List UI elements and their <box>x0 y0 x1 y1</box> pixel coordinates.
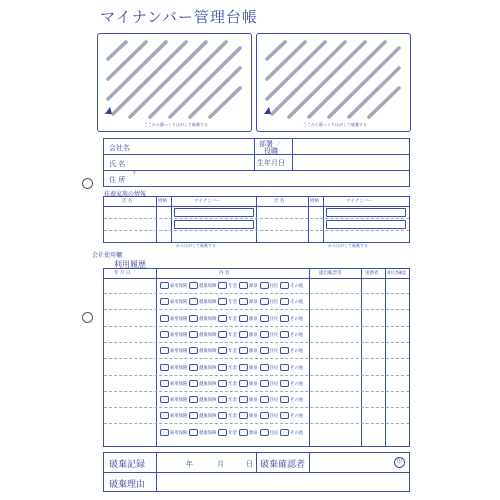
history-option[interactable] <box>280 298 303 305</box>
history-option[interactable] <box>160 347 187 354</box>
disposal-record-label: 破棄記録 <box>109 460 146 470</box>
history-option[interactable] <box>189 331 216 338</box>
checkbox-icon[interactable] <box>260 429 269 436</box>
history-option-label: 源泉 <box>248 316 258 322</box>
row-divider <box>104 342 409 343</box>
history-option[interactable] <box>239 282 258 289</box>
history-option-label: 源泉 <box>248 414 258 420</box>
history-option[interactable] <box>189 380 216 387</box>
history-option-label: 雇用保険 <box>170 332 188 338</box>
history-option[interactable] <box>239 315 258 322</box>
company-name-label: 会社名 <box>109 144 130 152</box>
slash-mark: ／ <box>276 142 281 147</box>
dep-mynumber-field <box>174 220 254 229</box>
history-option[interactable] <box>260 315 279 322</box>
history-handler-header: 実務者 <box>365 271 379 276</box>
usage-history-label: 利用履歴 <box>114 260 146 269</box>
history-option-row <box>160 412 305 419</box>
history-option-label: 源泉 <box>248 430 258 436</box>
mynumber-card-back-slot <box>256 33 411 132</box>
history-option-row <box>160 429 305 436</box>
checkbox-icon[interactable] <box>218 396 227 403</box>
history-option-label: 雇用保険 <box>170 414 188 420</box>
checkbox-icon[interactable] <box>160 298 169 305</box>
history-option-label: 雇用保険 <box>170 365 188 371</box>
row-divider <box>104 293 409 294</box>
checkbox-icon[interactable] <box>280 315 289 322</box>
checkbox-icon[interactable] <box>189 412 198 419</box>
checkbox-icon[interactable] <box>239 298 248 305</box>
history-option-label: その他 <box>290 381 304 387</box>
history-option[interactable] <box>160 429 187 436</box>
checkbox-icon[interactable] <box>260 315 269 322</box>
history-option[interactable] <box>260 380 279 387</box>
checkbox-icon[interactable] <box>239 412 248 419</box>
history-option-label: 年金 <box>228 300 237 306</box>
seal-mark <box>394 457 405 468</box>
dependents-section-label: 扶養家族の情報 <box>104 191 147 198</box>
history-option-label: その他 <box>290 300 304 306</box>
disposal-reason-label: 破棄理由 <box>109 480 146 490</box>
history-option-label: その他 <box>290 316 304 322</box>
dependents-note-left: からはがして破棄する <box>176 243 216 248</box>
history-option-label: 住民 <box>269 414 279 420</box>
checkbox-icon[interactable] <box>280 298 289 305</box>
history-option-label: 健康保険 <box>199 300 217 306</box>
history-option[interactable] <box>189 315 216 322</box>
history-option[interactable] <box>218 298 237 305</box>
dep-mynumber-header-left: マイナンバー <box>194 199 221 204</box>
row-divider <box>104 375 409 376</box>
card-stripe-pattern <box>257 34 410 131</box>
history-submission-header: 提出帳票等 <box>319 271 342 276</box>
dept-label: 部署 <box>259 140 273 148</box>
disposal-confirmer-label: 破棄確認者 <box>260 460 306 470</box>
history-option-label: 健康保険 <box>199 349 217 355</box>
history-option[interactable] <box>280 396 303 403</box>
checkbox-icon[interactable] <box>189 282 198 289</box>
history-option-label: 雇用保険 <box>170 430 188 436</box>
dep-relation-header-right: 続柄 <box>310 199 319 204</box>
history-option-label: 源泉 <box>248 381 258 387</box>
checkbox-icon[interactable] <box>280 429 289 436</box>
history-option-label: 住民 <box>269 284 279 289</box>
history-option-label: 雇用保険 <box>170 381 188 387</box>
checkbox-icon[interactable] <box>160 282 169 289</box>
history-option-label: 健康保険 <box>199 284 217 289</box>
history-option[interactable] <box>280 412 303 419</box>
history-option[interactable] <box>239 412 258 419</box>
checkbox-icon[interactable] <box>239 380 248 387</box>
checkbox-icon[interactable] <box>239 347 248 354</box>
card-back-note: ここから静っくりはがして破棄する <box>303 122 367 127</box>
history-option[interactable] <box>260 331 279 338</box>
history-option-label: 住民 <box>269 332 279 338</box>
history-option-label: 年金 <box>228 381 237 387</box>
checkbox-icon[interactable] <box>160 380 169 387</box>
history-option-label: 住民 <box>269 398 279 404</box>
history-option[interactable] <box>260 347 279 354</box>
history-option-row <box>160 282 305 289</box>
checkbox-icon[interactable] <box>280 380 289 387</box>
history-option[interactable] <box>260 396 279 403</box>
history-option-label: その他 <box>290 284 304 289</box>
checkbox-icon[interactable] <box>260 412 269 419</box>
history-option[interactable] <box>239 347 258 354</box>
history-option[interactable] <box>280 331 303 338</box>
checkbox-icon[interactable] <box>218 364 227 371</box>
history-option-label: 住民 <box>269 381 279 387</box>
disposal-month-label: 月 <box>217 460 224 468</box>
disposal-day-label: 日 <box>246 460 253 468</box>
history-option-label: 年金 <box>228 398 237 404</box>
history-option-label: 住民 <box>269 300 279 306</box>
position-label: 役職 <box>264 147 278 155</box>
history-option[interactable] <box>189 364 216 371</box>
row-divider <box>104 326 409 327</box>
history-option-row <box>160 380 305 387</box>
history-option-row <box>160 298 305 305</box>
history-option-label: 源泉 <box>248 365 258 371</box>
history-content-header: 内 容 <box>219 271 230 276</box>
checkbox-icon[interactable] <box>218 429 227 436</box>
history-option-label: 雇用保険 <box>170 349 188 355</box>
history-option[interactable] <box>280 282 303 289</box>
history-option[interactable] <box>239 364 258 371</box>
dep-relation-header-left: 続柄 <box>158 199 167 204</box>
history-option-row <box>160 331 305 338</box>
history-option[interactable] <box>260 429 279 436</box>
dep-mynumber-field <box>326 220 406 229</box>
history-option-label: 年金 <box>228 430 237 436</box>
checkbox-icon[interactable] <box>160 347 169 354</box>
checkbox-icon[interactable] <box>280 396 289 403</box>
checkbox-icon[interactable] <box>239 331 248 338</box>
history-option[interactable] <box>260 298 279 305</box>
usage-history-table <box>103 268 410 447</box>
history-option-label: 住民 <box>269 430 279 436</box>
history-option-label: 年金 <box>228 365 237 371</box>
history-option[interactable] <box>218 364 237 371</box>
checkbox-icon[interactable] <box>218 282 227 289</box>
checkbox-icon[interactable] <box>189 364 198 371</box>
dep-name-header-left: 氏 名 <box>122 199 133 204</box>
checkbox-icon[interactable] <box>189 347 198 354</box>
history-option-row <box>160 347 305 354</box>
history-option[interactable] <box>189 412 216 419</box>
history-option[interactable] <box>280 315 303 322</box>
checkbox-icon[interactable] <box>218 298 227 305</box>
checkbox-icon[interactable] <box>189 331 198 338</box>
checkbox-icon[interactable] <box>189 429 198 436</box>
dep-mynumber-field <box>174 208 254 217</box>
disposal-box <box>103 452 410 492</box>
checkbox-icon[interactable] <box>160 396 169 403</box>
history-option-label: 源泉 <box>248 284 258 289</box>
history-option[interactable] <box>218 331 237 338</box>
checkbox-icon[interactable] <box>218 412 227 419</box>
address-label: 住 所 <box>109 176 126 184</box>
history-option[interactable] <box>260 364 279 371</box>
history-option[interactable] <box>218 396 237 403</box>
checkbox-icon[interactable] <box>239 429 248 436</box>
checkbox-icon[interactable] <box>280 331 289 338</box>
history-option[interactable] <box>280 364 303 371</box>
checkbox-icon[interactable] <box>160 412 169 419</box>
history-option-label: 年金 <box>228 349 237 355</box>
history-option[interactable] <box>160 282 187 289</box>
dep-mynumber-header-right: マイナンバー <box>346 199 373 204</box>
history-option[interactable] <box>218 380 237 387</box>
dep-name-header-right: 氏 名 <box>274 199 285 204</box>
history-option-label: その他 <box>290 414 304 420</box>
history-option-label: 健康保険 <box>199 365 217 371</box>
row-divider <box>104 423 409 424</box>
history-option-label: 健康保険 <box>199 430 217 436</box>
page-title: マイナンバー管理台帳 <box>100 8 258 26</box>
row-divider <box>104 358 409 359</box>
disposal-year-label: 年 <box>186 460 193 468</box>
history-option-row <box>160 315 305 322</box>
history-option[interactable] <box>260 282 279 289</box>
birthdate-label: 生年月日 <box>257 159 285 167</box>
history-option-label: その他 <box>290 332 304 338</box>
history-option-label: 住民 <box>269 316 279 322</box>
checkbox-icon[interactable] <box>218 331 227 338</box>
history-option[interactable] <box>160 364 187 371</box>
history-option-label: その他 <box>290 430 304 436</box>
company-info-box <box>103 138 410 187</box>
history-option[interactable] <box>218 429 237 436</box>
checkbox-icon[interactable] <box>280 364 289 371</box>
checkbox-icon[interactable] <box>189 380 198 387</box>
dep-mynumber-field <box>326 208 406 217</box>
checkbox-icon[interactable] <box>280 282 289 289</box>
history-option[interactable] <box>239 396 258 403</box>
history-option[interactable] <box>189 396 216 403</box>
person-name-label: 氏 名 <box>109 160 126 168</box>
row-divider <box>104 391 409 392</box>
history-option-label: 雇用保険 <box>170 300 188 306</box>
checkbox-icon[interactable] <box>218 347 227 354</box>
checkbox-icon[interactable] <box>239 396 248 403</box>
card-front-note: ここから静っくりはがして破棄する <box>144 122 208 127</box>
history-option[interactable] <box>218 315 237 322</box>
history-option[interactable] <box>218 412 237 419</box>
history-option-label: 年金 <box>228 284 237 289</box>
checkbox-icon[interactable] <box>260 347 269 354</box>
history-option[interactable] <box>239 429 258 436</box>
postal-mark: 〒 <box>132 172 137 177</box>
history-option[interactable] <box>189 347 216 354</box>
history-option[interactable] <box>160 396 187 403</box>
history-option[interactable] <box>218 347 237 354</box>
history-option-label: その他 <box>290 349 304 355</box>
checkbox-icon[interactable] <box>160 429 169 436</box>
checkbox-icon[interactable] <box>160 331 169 338</box>
checkbox-icon[interactable] <box>280 347 289 354</box>
history-option-label: 健康保険 <box>199 381 217 387</box>
history-option-label: 健康保険 <box>199 316 217 322</box>
history-option[interactable] <box>239 380 258 387</box>
row-divider <box>104 309 409 310</box>
checkbox-icon[interactable] <box>260 396 269 403</box>
history-option-label: 雇用保険 <box>170 398 188 404</box>
history-option-label: 健康保険 <box>199 332 217 338</box>
history-option-label: 住民 <box>269 365 279 371</box>
company-use-label: 会社使用欄 <box>92 252 123 259</box>
card-stripe-pattern <box>98 34 251 131</box>
dependents-table <box>103 196 410 243</box>
history-option-label: 雇用保険 <box>170 284 188 289</box>
history-option-row <box>160 364 305 371</box>
checkbox-icon[interactable] <box>260 380 269 387</box>
checkbox-icon[interactable] <box>189 298 198 305</box>
checkbox-icon[interactable] <box>239 315 248 322</box>
history-option[interactable] <box>189 429 216 436</box>
history-option-label: 雇用保険 <box>170 316 188 322</box>
dependents-note-right: からはがして破棄する <box>328 243 368 248</box>
history-option[interactable] <box>260 412 279 419</box>
history-option[interactable] <box>189 282 216 289</box>
checkbox-icon[interactable] <box>280 412 289 419</box>
checkbox-icon[interactable] <box>160 364 169 371</box>
checkbox-icon[interactable] <box>218 315 227 322</box>
seal-text: 印 <box>396 459 402 465</box>
history-option-label: 年金 <box>228 316 237 322</box>
history-option[interactable] <box>160 298 187 305</box>
history-option[interactable] <box>160 315 187 322</box>
history-option-label: その他 <box>290 365 304 371</box>
checkbox-icon[interactable] <box>239 364 248 371</box>
history-option[interactable] <box>280 380 303 387</box>
checkbox-icon[interactable] <box>260 331 269 338</box>
binding-hole-top <box>82 178 93 189</box>
history-option-label: 源泉 <box>248 332 258 338</box>
checkbox-icon[interactable] <box>160 315 169 322</box>
history-option-label: その他 <box>290 398 304 404</box>
checkbox-icon[interactable] <box>189 396 198 403</box>
history-date-header: 年 月 日 <box>114 271 131 276</box>
checkbox-icon[interactable] <box>260 282 269 289</box>
history-option[interactable] <box>160 331 187 338</box>
checkbox-icon[interactable] <box>218 380 227 387</box>
history-option[interactable] <box>189 298 216 305</box>
checkbox-icon[interactable] <box>260 364 269 371</box>
history-option-label: 年金 <box>228 332 237 338</box>
history-option[interactable] <box>160 380 187 387</box>
history-option[interactable] <box>280 347 303 354</box>
history-option[interactable] <box>160 412 187 419</box>
history-option-label: 年金 <box>228 414 237 420</box>
history-option[interactable] <box>239 331 258 338</box>
binding-hole-bottom <box>82 312 93 323</box>
history-option-label: 健康保険 <box>199 414 217 420</box>
history-option[interactable] <box>218 282 237 289</box>
history-option-label: 源泉 <box>248 349 258 355</box>
checkbox-icon[interactable] <box>189 315 198 322</box>
history-option-label: 源泉 <box>248 398 258 404</box>
history-option-label: 健康保険 <box>199 398 217 404</box>
history-option-row <box>160 396 305 403</box>
history-option-label: 住民 <box>269 349 279 355</box>
checkbox-icon[interactable] <box>239 282 248 289</box>
history-option-label: 源泉 <box>248 300 258 306</box>
history-option[interactable] <box>239 298 258 305</box>
history-option[interactable] <box>280 429 303 436</box>
mynumber-card-front-slot <box>97 33 252 132</box>
checkbox-icon[interactable] <box>260 298 269 305</box>
row-divider <box>104 407 409 408</box>
history-manager-header: 責任者確認 <box>387 270 406 275</box>
